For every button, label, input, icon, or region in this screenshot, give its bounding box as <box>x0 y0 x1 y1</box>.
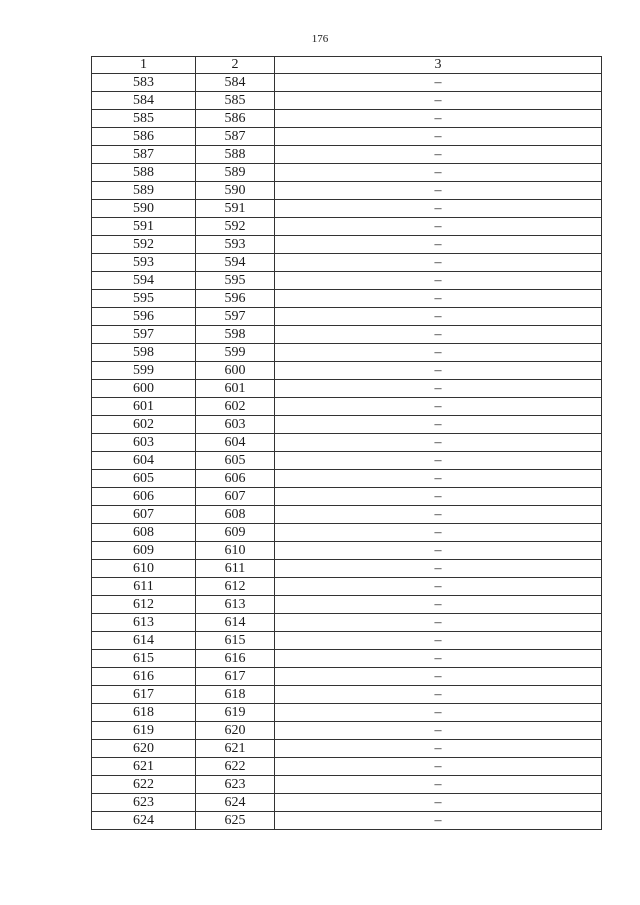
table-cell-col-2: 592 <box>196 218 275 236</box>
table-cell-col-2: 597 <box>196 308 275 326</box>
table-cell-col-3: – <box>275 722 602 740</box>
table-cell-col-3: – <box>275 164 602 182</box>
table-cell-col-2: 603 <box>196 416 275 434</box>
table-cell-col-1: 605 <box>92 470 196 488</box>
table-cell-col-1: 594 <box>92 272 196 290</box>
table-cell-col-2: 607 <box>196 488 275 506</box>
table-cell-col-1: 624 <box>92 812 196 830</box>
table-cell-col-3: – <box>275 362 602 380</box>
table-cell-col-2: 624 <box>196 794 275 812</box>
table-cell-col-1: 583 <box>92 74 196 92</box>
table-row <box>92 218 602 236</box>
table-cell-col-3: – <box>275 650 602 668</box>
table-row <box>92 578 602 596</box>
table-cell-col-3: – <box>275 272 602 290</box>
table-cell-col-2: 625 <box>196 812 275 830</box>
table-cell-col-2: 622 <box>196 758 275 776</box>
table-row <box>92 416 602 434</box>
table-cell-col-3: – <box>275 758 602 776</box>
table-cell-col-2: 614 <box>196 614 275 632</box>
table-row <box>92 380 602 398</box>
table-cell-col-3: – <box>275 776 602 794</box>
table-cell-col-1: 622 <box>92 776 196 794</box>
table-cell-col-1: 584 <box>92 92 196 110</box>
table-cell-col-1: 602 <box>92 416 196 434</box>
table-row <box>92 308 602 326</box>
table-row <box>92 272 602 290</box>
table-cell-col-1: 603 <box>92 434 196 452</box>
table-row <box>92 146 602 164</box>
table-row <box>92 344 602 362</box>
table-row <box>92 776 602 794</box>
table-cell-col-2: 588 <box>196 146 275 164</box>
table-row <box>92 560 602 578</box>
table-cell-col-3: – <box>275 596 602 614</box>
table-row <box>92 74 602 92</box>
table-cell-col-3: – <box>275 326 602 344</box>
table-cell-col-1: 589 <box>92 182 196 200</box>
table-cell-col-3: – <box>275 74 602 92</box>
table-row <box>92 398 602 416</box>
table-cell-col-2: 611 <box>196 560 275 578</box>
table-header <box>92 57 602 74</box>
table-cell-col-2: 593 <box>196 236 275 254</box>
table-cell-col-1: 604 <box>92 452 196 470</box>
table-cell-col-3: – <box>275 632 602 650</box>
table-cell-col-1: 615 <box>92 650 196 668</box>
table-row <box>92 686 602 704</box>
table-cell-col-3: – <box>275 560 602 578</box>
table-cell-col-1: 614 <box>92 632 196 650</box>
table-cell-col-1: 608 <box>92 524 196 542</box>
table-cell-col-3: – <box>275 110 602 128</box>
table-cell-col-1: 612 <box>92 596 196 614</box>
table-cell-col-2: 621 <box>196 740 275 758</box>
table-cell-col-2: 601 <box>196 380 275 398</box>
table-cell-col-1: 607 <box>92 506 196 524</box>
table-cell-col-1: 610 <box>92 560 196 578</box>
table-cell-col-1: 592 <box>92 236 196 254</box>
table-row <box>92 326 602 344</box>
table-row <box>92 506 602 524</box>
table-row <box>92 434 602 452</box>
table-cell-col-2: 619 <box>196 704 275 722</box>
table-cell-col-2: 610 <box>196 542 275 560</box>
table-cell-col-2: 613 <box>196 596 275 614</box>
data-table <box>91 56 602 830</box>
table-cell-col-3: – <box>275 128 602 146</box>
table-cell-col-2: 590 <box>196 182 275 200</box>
table-cell-col-3: – <box>275 704 602 722</box>
table-cell-col-2: 615 <box>196 632 275 650</box>
table-row <box>92 128 602 146</box>
table-cell-col-3: – <box>275 686 602 704</box>
table-cell-col-1: 586 <box>92 128 196 146</box>
table-body <box>92 74 602 830</box>
table-cell-col-2: 606 <box>196 470 275 488</box>
table-cell-col-2: 620 <box>196 722 275 740</box>
table-cell-col-3: – <box>275 254 602 272</box>
table-cell-col-2: 618 <box>196 686 275 704</box>
page-number: 176 <box>311 33 329 45</box>
table-cell-col-3: – <box>275 344 602 362</box>
table-cell-col-1: 596 <box>92 308 196 326</box>
table-row <box>92 812 602 830</box>
table-cell-col-3: – <box>275 812 602 830</box>
table-row <box>92 632 602 650</box>
table-cell-col-3: – <box>275 434 602 452</box>
table-cell-col-1: 609 <box>92 542 196 560</box>
table-cell-col-2: 609 <box>196 524 275 542</box>
table-row <box>92 452 602 470</box>
table-row <box>92 362 602 380</box>
table-cell-col-3: – <box>275 200 602 218</box>
table-cell-col-2: 605 <box>196 452 275 470</box>
table-cell-col-1: 597 <box>92 326 196 344</box>
table-cell-col-1: 588 <box>92 164 196 182</box>
table-cell-col-3: – <box>275 398 602 416</box>
table-cell-col-2: 586 <box>196 110 275 128</box>
table-cell-col-1: 606 <box>92 488 196 506</box>
table-row <box>92 470 602 488</box>
table-row <box>92 488 602 506</box>
table-row <box>92 182 602 200</box>
table-cell-col-2: 612 <box>196 578 275 596</box>
table-cell-col-3: – <box>275 236 602 254</box>
table-row <box>92 254 602 272</box>
table-cell-col-2: 616 <box>196 650 275 668</box>
table-row <box>92 236 602 254</box>
table-row <box>92 722 602 740</box>
table-row <box>92 596 602 614</box>
table-cell-col-1: 601 <box>92 398 196 416</box>
table-cell-col-2: 617 <box>196 668 275 686</box>
table-cell-col-3: – <box>275 290 602 308</box>
table-cell-col-3: – <box>275 92 602 110</box>
table-cell-col-1: 598 <box>92 344 196 362</box>
table-row <box>92 794 602 812</box>
table-cell-col-2: 585 <box>196 92 275 110</box>
table-cell-col-2: 623 <box>196 776 275 794</box>
table-cell-col-2: 591 <box>196 200 275 218</box>
table-row <box>92 290 602 308</box>
table-cell-col-3: – <box>275 614 602 632</box>
table-cell-col-2: 596 <box>196 290 275 308</box>
table-cell-col-2: 600 <box>196 362 275 380</box>
table-cell-col-1: 613 <box>92 614 196 632</box>
table-header-row <box>92 57 602 74</box>
table-row <box>92 542 602 560</box>
table-row <box>92 650 602 668</box>
table-cell-col-1: 600 <box>92 380 196 398</box>
table-cell-col-1: 611 <box>92 578 196 596</box>
table-cell-col-1: 595 <box>92 290 196 308</box>
table-cell-col-2: 602 <box>196 398 275 416</box>
table-cell-col-2: 599 <box>196 344 275 362</box>
table-cell-col-3: – <box>275 182 602 200</box>
table-cell-col-3: – <box>275 488 602 506</box>
table-cell-col-3: – <box>275 308 602 326</box>
table-row <box>92 758 602 776</box>
table-cell-col-3: – <box>275 794 602 812</box>
table-row <box>92 524 602 542</box>
table-cell-col-3: – <box>275 506 602 524</box>
table-cell-col-2: 598 <box>196 326 275 344</box>
column-header-3: 3 <box>275 57 602 74</box>
table-cell-col-3: – <box>275 524 602 542</box>
column-header-1: 1 <box>92 57 196 74</box>
table-cell-col-3: – <box>275 668 602 686</box>
table-cell-col-2: 589 <box>196 164 275 182</box>
table-row <box>92 614 602 632</box>
table-row <box>92 164 602 182</box>
table-cell-col-1: 619 <box>92 722 196 740</box>
table-cell-col-3: – <box>275 146 602 164</box>
table-cell-col-1: 599 <box>92 362 196 380</box>
table-row <box>92 110 602 128</box>
table-cell-col-2: 604 <box>196 434 275 452</box>
table-cell-col-1: 585 <box>92 110 196 128</box>
table-cell-col-3: – <box>275 380 602 398</box>
table-cell-col-1: 591 <box>92 218 196 236</box>
table-row <box>92 704 602 722</box>
table-cell-col-3: – <box>275 416 602 434</box>
table-row <box>92 200 602 218</box>
table-row <box>92 668 602 686</box>
column-header-2: 2 <box>196 57 275 74</box>
table-cell-col-2: 594 <box>196 254 275 272</box>
table-cell-col-3: – <box>275 542 602 560</box>
table-cell-col-1: 621 <box>92 758 196 776</box>
table-cell-col-2: 595 <box>196 272 275 290</box>
table-cell-col-3: – <box>275 740 602 758</box>
table-cell-col-1: 616 <box>92 668 196 686</box>
table-cell-col-1: 617 <box>92 686 196 704</box>
table-cell-col-2: 584 <box>196 74 275 92</box>
table-cell-col-1: 623 <box>92 794 196 812</box>
table-cell-col-1: 590 <box>92 200 196 218</box>
table-cell-col-1: 587 <box>92 146 196 164</box>
table-cell-col-3: – <box>275 578 602 596</box>
table-row <box>92 740 602 758</box>
table-cell-col-1: 620 <box>92 740 196 758</box>
table-cell-col-1: 593 <box>92 254 196 272</box>
table-cell-col-3: – <box>275 218 602 236</box>
table-cell-col-2: 608 <box>196 506 275 524</box>
table-cell-col-2: 587 <box>196 128 275 146</box>
table-cell-col-1: 618 <box>92 704 196 722</box>
table-cell-col-3: – <box>275 452 602 470</box>
table-row <box>92 92 602 110</box>
table-cell-col-3: – <box>275 470 602 488</box>
